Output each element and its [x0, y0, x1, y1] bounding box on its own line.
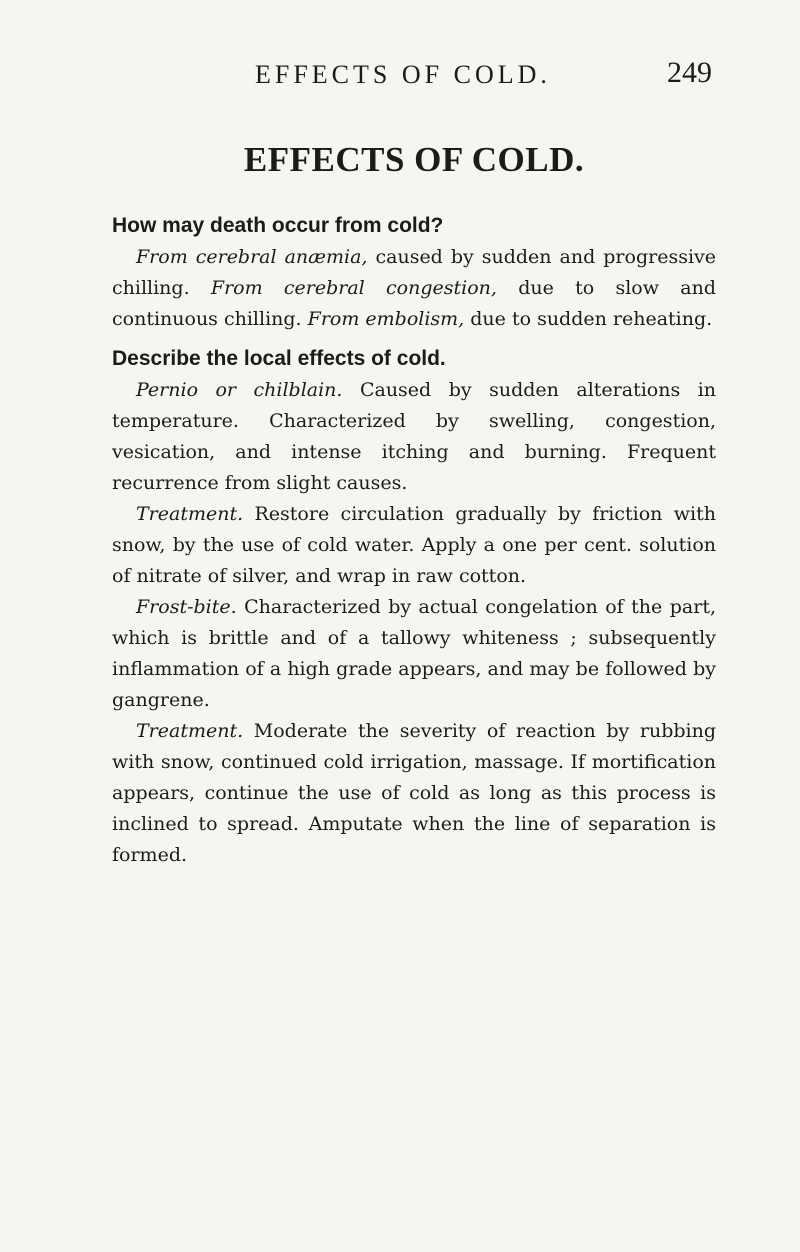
sections-container — [112, 210, 716, 871]
answer-paragraph — [112, 375, 716, 499]
question-heading: Describe the local effects of cold. — [112, 347, 446, 370]
answer-paragraph — [112, 499, 716, 592]
answer-paragraph — [112, 716, 716, 871]
italic-term: From cerebral anæmia, — [136, 246, 368, 268]
italic-term: Pernio or chilblain. — [136, 379, 343, 401]
page-content — [112, 140, 716, 871]
chapter-title: EFFECTS OF COLD. — [243, 140, 585, 179]
qa-section — [112, 335, 716, 871]
body-text: Caused by sudden alterations in temperature. Characterized by swelling, congestion, vesication, and intense itching and burning. Frequent recurrence from slight causes. — [112, 379, 717, 494]
italic-term: Treatment. — [136, 503, 244, 525]
body-text: Restore circulation gradually by friction with snow, by the use of cold water. Apply a one per cent. solution of nitrate of silver, and wrap in raw cotton. — [112, 503, 716, 587]
running-header — [0, 56, 800, 100]
body-text: Characterized by actual congelation of the part, which is brittle and of a tallowy whiteness ; subsequently inflammation of a high grade appears, and may be followed by gangrene. — [112, 596, 716, 711]
answer-paragraph — [112, 242, 716, 335]
page-number: 249 — [667, 56, 712, 89]
qa-section — [112, 210, 716, 335]
body-text: caused by sudden and progressive chilling. — [112, 246, 717, 299]
question-heading: How may death occur from cold? — [112, 214, 444, 237]
italic-term: From embolism, — [307, 308, 465, 330]
section-gap — [112, 335, 716, 343]
body-text: due to slow and continuous chilling. — [112, 277, 716, 330]
running-title: EFFECTS OF COLD. — [255, 60, 551, 89]
body-text: Moderate the severity of reaction by rubbing with snow, continued cold irrigation, massage. If mortification appears, continue the use of cold as long as this process is inclined to spread. Amputate when the line of separation is formed. — [112, 720, 716, 866]
italic-term: From cerebral congestion, — [210, 277, 497, 299]
body-text: due to sudden reheating. — [464, 308, 713, 330]
answer-paragraph — [112, 592, 716, 716]
italic-term: Treatment. — [136, 720, 244, 742]
italic-term: Frost-bite. — [136, 596, 237, 618]
